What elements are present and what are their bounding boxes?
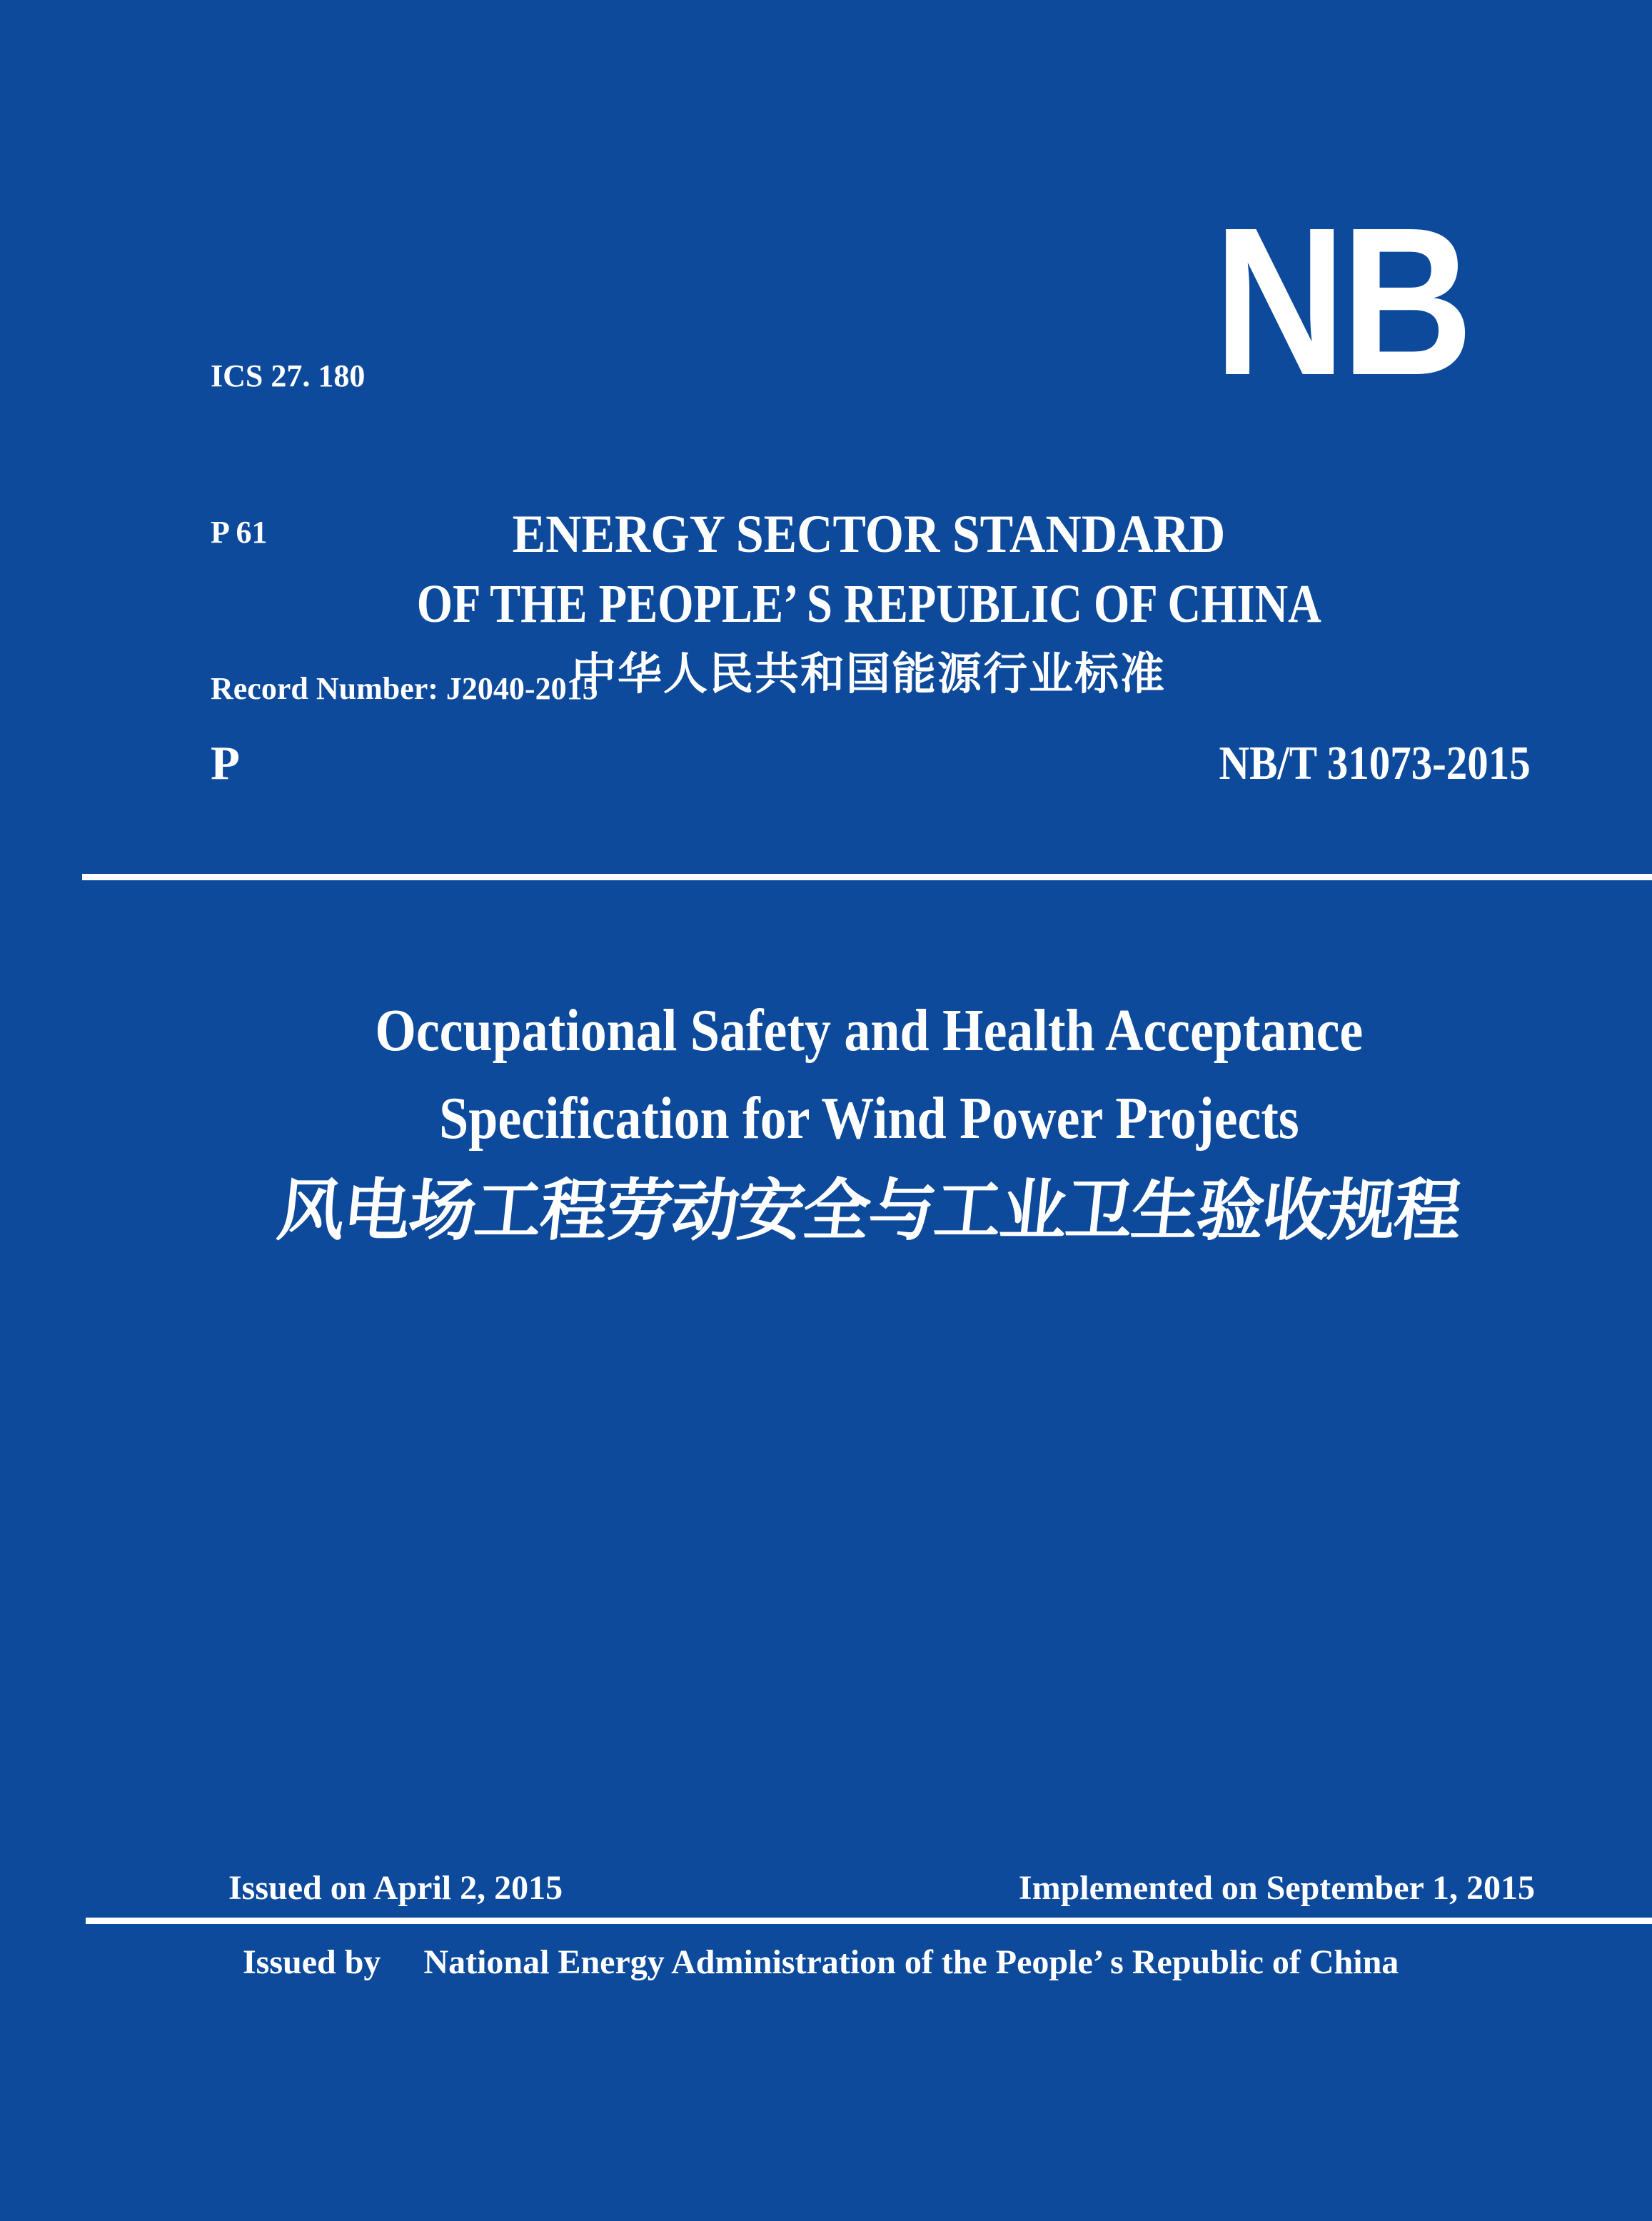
issued-by-value: National Energy Administration of the People’ s Republic of China [423,1943,1399,1981]
p-class-code: P 61 [211,515,268,550]
header-line-2-text: OF THE PEOPLE’ S REPUBLIC OF CHINA [416,574,1321,634]
issued-by-label: Issued by [243,1943,381,1981]
issuer-row [243,1945,1399,1980]
title-english-line-1-text: Occupational Safety and Health Acceptance [375,997,1363,1064]
nb-logo-text: NB [1214,183,1469,419]
title-english-line-2 [86,1085,1652,1152]
header-line-2 [86,574,1652,634]
title-english-line-2-text: Specification for Wind Power Projects [438,1085,1299,1152]
title-chinese [86,1174,1652,1249]
header-line-1 [86,505,1652,564]
p-mark: P [211,737,240,790]
implemented-date: Implemented on September 1, 2015 [1018,1869,1535,1907]
upper-divider-line [82,874,1652,880]
header-line-3-text: 中华人民共和国能源行业标准 [571,650,1166,699]
title-english-line-1 [86,997,1652,1064]
header-line-3-chinese [86,650,1652,699]
standard-number [1177,737,1531,790]
title-chinese-text: 风电场工程劳动安全与工业卫生验收规程 [273,1174,1464,1249]
header-line-1-text: ENERGY SECTOR STANDARD [512,505,1226,564]
nb-logo [1214,183,1506,419]
lower-divider-line [86,1918,1652,1924]
issued-date: Issued on April 2, 2015 [228,1869,563,1907]
record-number: Record Number: J2040-2015 [211,671,598,706]
standard-number-text: NB/T 31073-2015 [1219,737,1531,790]
ics-code: ICS 27. 180 [211,358,366,393]
